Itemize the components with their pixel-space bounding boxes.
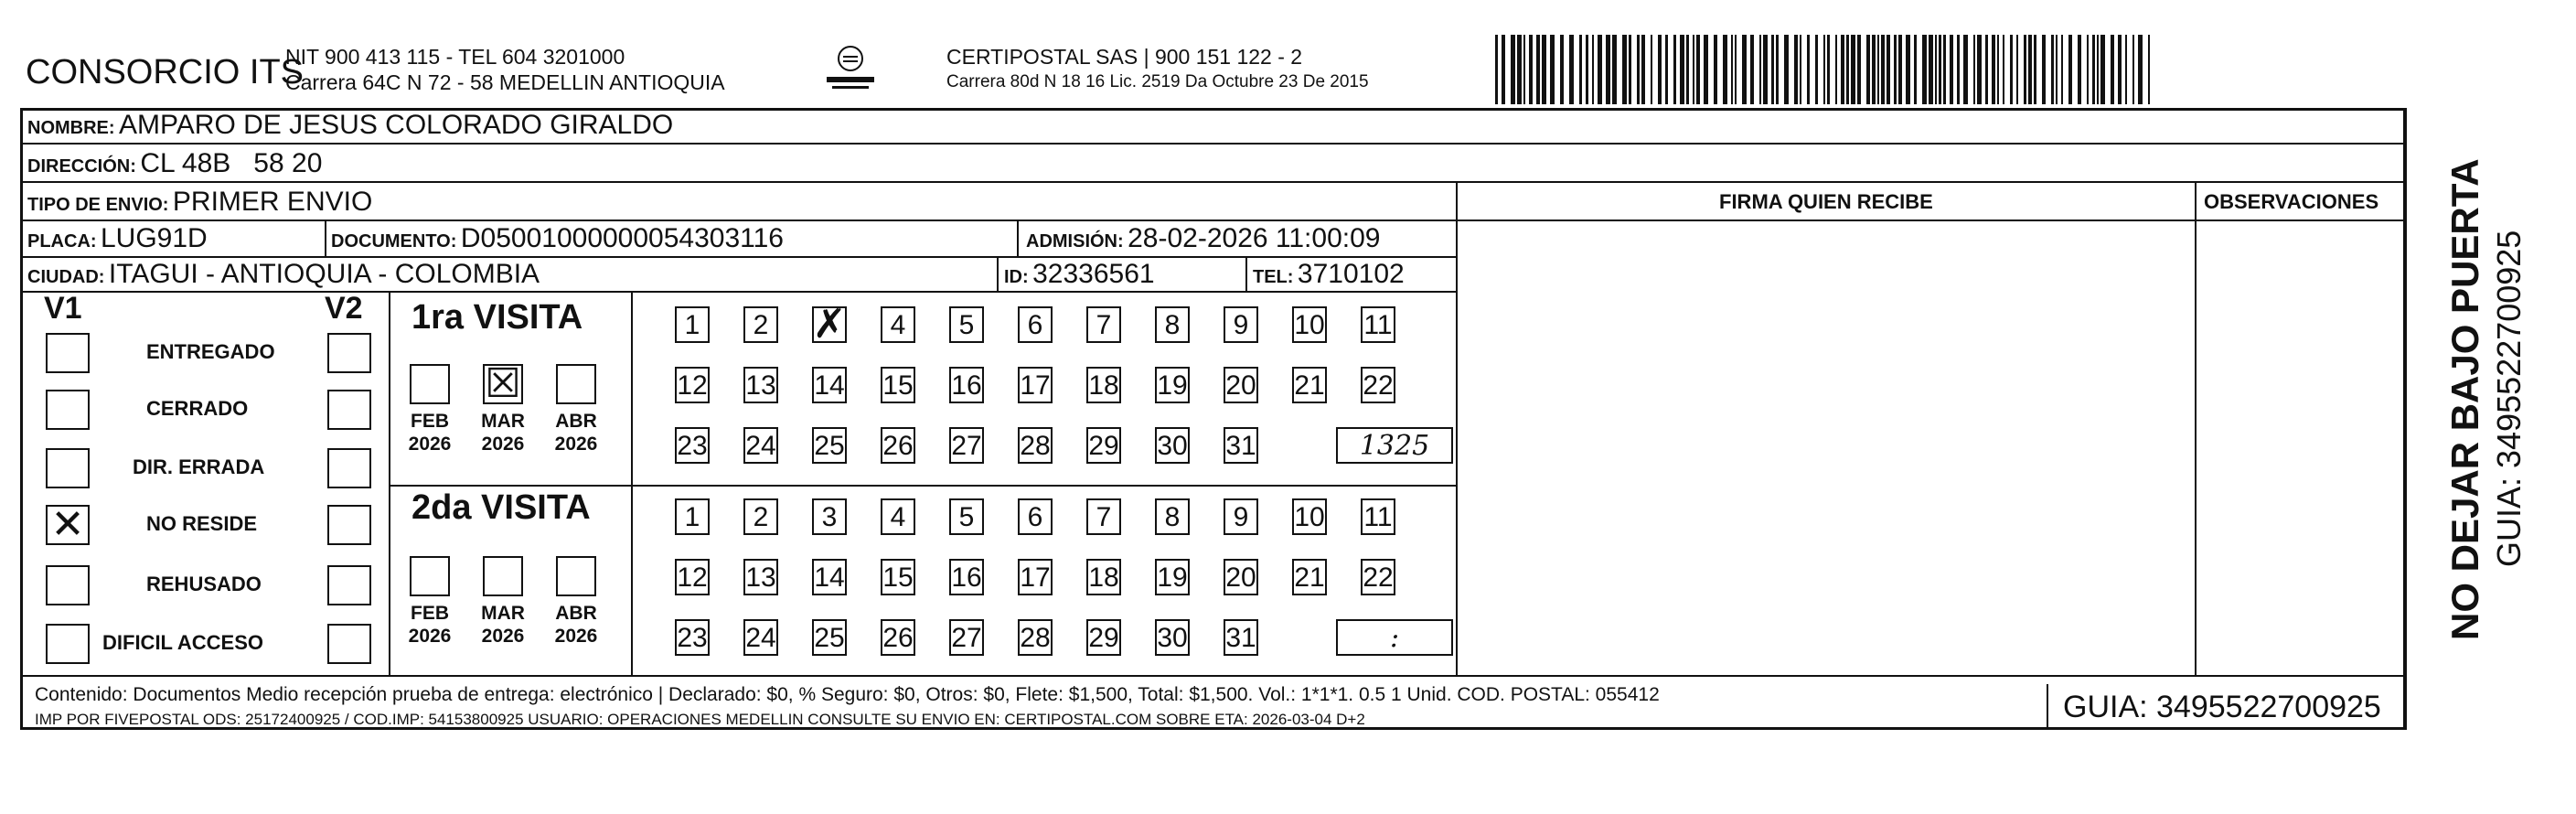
visit1-day[interactable]: 8 — [1155, 306, 1190, 343]
visit1-month-checkbox[interactable] — [556, 364, 596, 404]
company-info — [285, 44, 725, 95]
admision-field — [1026, 223, 1380, 254]
visit1-day[interactable]: 7 — [1086, 306, 1121, 343]
tipo-envio-label: TIPO DE ENVIO: — [27, 195, 169, 215]
ciudad-value: ITAGUI - ANTIOQUIA - COLOMBIA — [108, 259, 540, 289]
visit2-day[interactable]: 12 — [675, 559, 710, 595]
direccion-value: CL 48B 58 20 — [140, 148, 323, 178]
divider — [1245, 256, 1247, 291]
divider — [2195, 181, 2197, 675]
footer-content: Contenido: Documentos Medio recepción prueba de entrega: electrónico | Declarado: $0, % Seguro: $0, Otros: $0, Flete: $1,500, Total: $1,500. Vol.: 1*1*1. 0.5 1 Unid. COD. POSTAL: 055412 — [35, 684, 1660, 705]
divider — [389, 485, 1456, 487]
guia-number: GUIA: 3495522700925 — [2047, 684, 2407, 730]
status-label: CERRADO — [146, 397, 249, 420]
shipping-form — [20, 108, 2407, 730]
visit2-day[interactable]: 18 — [1086, 559, 1121, 595]
visit1-title: 1ra VISITA — [412, 298, 583, 337]
address-line: Carrera 64C N 72 - 58 MEDELLIN ANTIOQUIA — [285, 70, 725, 94]
visit1-day[interactable]: 5 — [949, 306, 984, 343]
id-value: 32336561 — [1032, 259, 1155, 289]
visit2-day[interactable]: 7 — [1086, 498, 1121, 535]
visit2-day[interactable]: 6 — [1018, 498, 1053, 535]
visit2-month-label: FEB 2026 — [408, 603, 452, 647]
v2-checkbox[interactable] — [327, 505, 371, 545]
visit2-day[interactable]: 11 — [1361, 498, 1395, 535]
visit2-day[interactable]: 24 — [743, 619, 778, 656]
visit2-day[interactable]: 22 — [1361, 559, 1395, 595]
tipo-envio-row — [27, 187, 372, 218]
visit2-day[interactable]: 14 — [812, 559, 847, 595]
visit1-day[interactable]: 12 — [675, 367, 710, 403]
divider — [20, 220, 1456, 221]
visit2-day[interactable]: 25 — [812, 619, 847, 656]
visit2-day[interactable]: 29 — [1086, 619, 1121, 656]
divider — [1456, 181, 1458, 675]
direccion-label: DIRECCIÓN: — [27, 156, 136, 177]
ciudad-field — [27, 259, 540, 290]
v2-checkbox[interactable] — [327, 565, 371, 605]
divider — [20, 181, 2407, 183]
certipostal-address: Carrera 80d N 18 16 Lic. 2519 Da Octubre 23 De 2015 — [946, 72, 1369, 91]
status-label: REHUSADO — [146, 573, 262, 595]
visit2-day[interactable]: 19 — [1155, 559, 1190, 595]
visit1-day[interactable]: 22 — [1361, 367, 1395, 403]
nit-line: NIT 900 413 115 - TEL 604 3201000 — [285, 45, 625, 69]
nombre-label: NOMBRE: — [27, 118, 115, 138]
visit1-day[interactable]: 10 — [1292, 306, 1327, 343]
ciudad-label: CIUDAD: — [27, 267, 105, 287]
visit1-day[interactable]: 17 — [1018, 367, 1053, 403]
visit1-day[interactable]: 28 — [1018, 427, 1053, 464]
visit2-title: 2da VISITA — [412, 488, 591, 527]
divider — [20, 256, 1456, 258]
visit2-month-label: MAR 2026 — [481, 603, 525, 647]
visit2-day[interactable]: 1 — [675, 498, 710, 535]
visit1-day[interactable]: 19 — [1155, 367, 1190, 403]
placa-label: PLACA: — [27, 231, 97, 252]
visit2-day[interactable]: 10 — [1292, 498, 1327, 535]
firma-header: FIRMA QUIEN RECIBE — [1719, 190, 1933, 213]
divider — [2403, 108, 2405, 730]
visit1-day[interactable]: 18 — [1086, 367, 1121, 403]
visit2-day[interactable]: 26 — [881, 619, 915, 656]
v2-header: V2 — [325, 291, 363, 326]
visit2-month-label: ABR 2026 — [554, 603, 598, 647]
side-warning — [2432, 128, 2533, 668]
visit1-day[interactable]: 4 — [881, 306, 915, 343]
observaciones-header: OBSERVACIONES — [2204, 190, 2379, 213]
status-label: DIFICIL ACCESO — [102, 631, 264, 654]
visit2-month-checkbox[interactable] — [556, 556, 596, 596]
visit2-day[interactable]: 30 — [1155, 619, 1190, 656]
visit2-day[interactable]: 8 — [1155, 498, 1190, 535]
admision-value: 28-02-2026 11:00:09 — [1128, 223, 1381, 253]
visit1-day[interactable]: 13 — [743, 367, 778, 403]
check-x-icon: ✕ — [50, 502, 85, 547]
visit1-month-label: ABR 2026 — [554, 411, 598, 455]
visit1-day[interactable]: 1 — [675, 306, 710, 343]
visit2-month-checkbox[interactable] — [410, 556, 450, 596]
divider — [1017, 220, 1019, 256]
visit2-day[interactable]: 5 — [949, 498, 984, 535]
side-guia-text: GUIA: 3495522700925 — [2490, 230, 2528, 567]
v1-checkbox[interactable] — [46, 333, 90, 373]
id-field — [1004, 259, 1155, 290]
visit1-day[interactable]: 15 — [881, 367, 915, 403]
tel-label: TEL: — [1253, 267, 1294, 287]
check-x-icon: ✗ — [812, 301, 847, 348]
visit1-day[interactable]: 27 — [949, 427, 984, 464]
check-x-icon: ☒ — [485, 361, 521, 406]
footer-print-info: IMP POR FIVEPOSTAL ODS: 25172400925 / COD.IMP: 54153800925 USUARIO: OPERACIONES MEDELLIN CONSULTE SU ENVIO EN: CERTIPOSTAL.COM SOBRE ETA: 2026-03-04 D+2 — [35, 711, 1365, 728]
visit2-day[interactable]: 21 — [1292, 559, 1327, 595]
visit2-day[interactable]: 31 — [1224, 619, 1258, 656]
divider — [389, 291, 390, 675]
visit1-day[interactable]: 23 — [675, 427, 710, 464]
v1-checkbox[interactable] — [46, 448, 90, 488]
divider — [325, 220, 326, 256]
visit1-month-label: MAR 2026 — [481, 411, 525, 455]
visit1-day[interactable]: 24 — [743, 427, 778, 464]
divider — [20, 291, 1456, 293]
visit1-day[interactable]: 2 — [743, 306, 778, 343]
certipostal-logo-icon — [823, 40, 878, 104]
visit1-day[interactable]: 30 — [1155, 427, 1190, 464]
visit1-day[interactable]: 9 — [1224, 306, 1258, 343]
visit1-day[interactable]: 21 — [1292, 367, 1327, 403]
warning-text: NO DEJAR BAJO PUERTA — [2443, 158, 2486, 640]
visit1-month-label: FEB 2026 — [408, 411, 452, 455]
divider — [631, 291, 633, 675]
divider — [20, 143, 2407, 145]
visit1-time-field[interactable]: 1325 — [1336, 427, 1453, 464]
nombre-row — [27, 110, 673, 141]
placa-field — [27, 223, 208, 254]
visit1-day[interactable]: 16 — [949, 367, 984, 403]
visit1-month-checkbox[interactable] — [410, 364, 450, 404]
visit1-day[interactable]: 11 — [1361, 306, 1395, 343]
visit1-day[interactable]: 14 — [812, 367, 847, 403]
v2-checkbox[interactable] — [327, 448, 371, 488]
barcode — [1495, 35, 2158, 104]
v1-checkbox[interactable] — [46, 390, 90, 430]
company-name: CONSORCIO ITS — [26, 53, 305, 91]
documento-field — [331, 223, 784, 254]
admision-label: ADMISIÓN: — [1026, 231, 1124, 252]
certipostal-name: CERTIPOSTAL SAS | 900 151 122 - 2 — [946, 45, 1303, 69]
v2-checkbox[interactable] — [327, 390, 371, 430]
divider — [20, 675, 2407, 677]
documento-label: DOCUMENTO: — [331, 231, 457, 252]
visit2-day[interactable]: 2 — [743, 498, 778, 535]
visit2-month-checkbox[interactable] — [483, 556, 523, 596]
v1-checkbox[interactable] — [46, 565, 90, 605]
divider — [997, 256, 999, 291]
tipo-envio-value: PRIMER ENVIO — [172, 187, 373, 217]
visit2-day[interactable]: 27 — [949, 619, 984, 656]
visit1-day[interactable]: 6 — [1018, 306, 1053, 343]
visit1-day[interactable]: 29 — [1086, 427, 1121, 464]
v2-checkbox[interactable] — [327, 624, 371, 664]
visit2-day[interactable]: 4 — [881, 498, 915, 535]
status-label: NO RESIDE — [146, 512, 258, 535]
direccion-row — [27, 148, 322, 179]
visit2-day[interactable]: 15 — [881, 559, 915, 595]
visit2-day[interactable]: 23 — [675, 619, 710, 656]
documento-value: D05001000000054303116 — [460, 223, 784, 253]
id-label: ID: — [1004, 267, 1029, 287]
v2-checkbox[interactable] — [327, 333, 371, 373]
visit2-day[interactable]: 3 — [812, 498, 847, 535]
visit2-day[interactable]: 20 — [1224, 559, 1258, 595]
placa-value: LUG91D — [101, 223, 208, 253]
visit1-day[interactable]: 20 — [1224, 367, 1258, 403]
tel-field — [1253, 259, 1405, 290]
visit2-day[interactable]: 17 — [1018, 559, 1053, 595]
visit1-day[interactable]: 31 — [1224, 427, 1258, 464]
visit2-day[interactable]: 28 — [1018, 619, 1053, 656]
status-label: ENTREGADO — [146, 340, 275, 363]
v1-header: V1 — [44, 291, 82, 326]
certipostal-info — [946, 44, 1369, 95]
tel-value: 3710102 — [1297, 259, 1405, 289]
status-label: DIR. ERRADA — [133, 455, 265, 478]
visit1-day[interactable]: 26 — [881, 427, 915, 464]
divider — [1456, 220, 2407, 221]
visit2-day[interactable]: 16 — [949, 559, 984, 595]
visit2-day[interactable]: 9 — [1224, 498, 1258, 535]
visit2-time-field[interactable]: : — [1336, 619, 1453, 656]
v1-checkbox[interactable] — [46, 624, 90, 664]
nombre-value: AMPARO DE JESUS COLORADO GIRALDO — [119, 110, 674, 140]
visit1-day[interactable]: 25 — [812, 427, 847, 464]
visit2-day[interactable]: 13 — [743, 559, 778, 595]
